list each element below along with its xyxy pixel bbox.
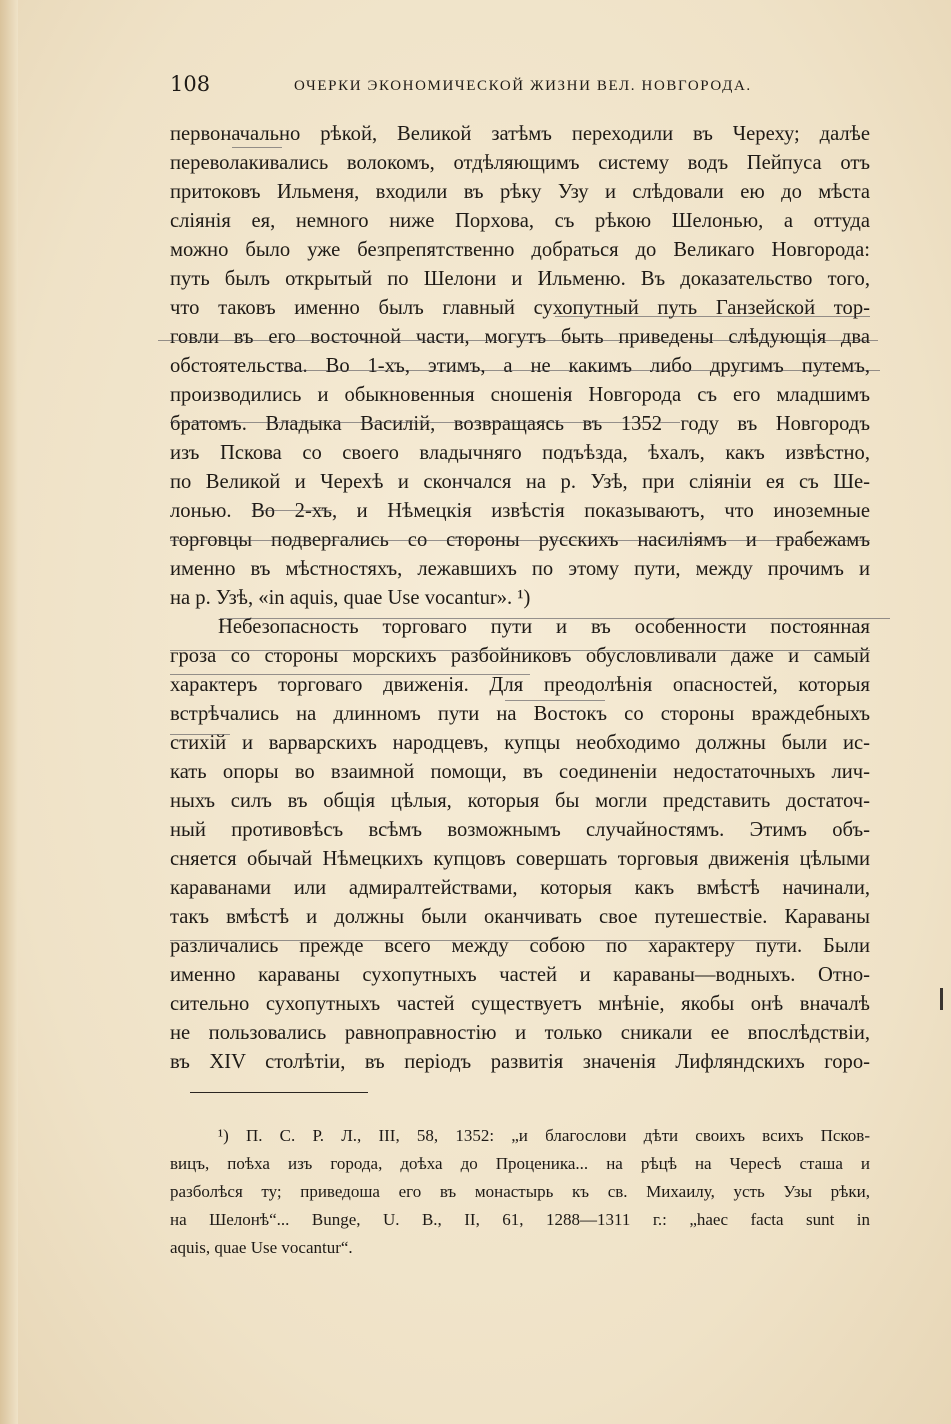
page-edge bbox=[0, 0, 18, 1424]
paragraph-start-line: Небезопасность торговаго пути и въ особенности постоянная bbox=[218, 616, 870, 638]
running-title: ОЧЕРКИ ЭКОНОМИЧЕСКОЙ ЖИЗНИ ВЕЛ. НОВГОРОДА. bbox=[294, 78, 752, 94]
body-line: торговцы подвергались со стороны русскихъ насиліямъ и грабежамъ bbox=[170, 529, 870, 551]
body-line: караванами или адмиралтействами, которыя какъ вмѣстѣ начинали, bbox=[170, 877, 870, 899]
body-line: братомъ. Владыка Василій, возвращаясь въ 1352 году въ Новгородъ bbox=[170, 413, 870, 435]
pencil-underline bbox=[232, 147, 282, 148]
body-line: гроза со стороны морскихъ разбойниковъ обусловливали даже и самый bbox=[170, 645, 870, 667]
body-line: первоначально рѣкой, Великой затѣмъ переходили въ Череху; далѣе bbox=[170, 123, 870, 145]
page-number: 108 bbox=[170, 72, 211, 96]
pencil-underline bbox=[170, 422, 680, 423]
footnote-line: aquis, quae Use vocantur“. bbox=[170, 1238, 353, 1257]
body-line: переволакивались волокомъ, отдѣляющимъ систему водъ Пейпуса отъ bbox=[170, 152, 870, 174]
footnote-separator bbox=[190, 1092, 368, 1093]
body-line: что таковъ именно былъ главный сухопутный путь Ганзейской тор- bbox=[170, 297, 870, 319]
body-line: производились и обыкновенныя сношенія Новгорода съ его младшимъ bbox=[170, 384, 870, 406]
pencil-underline bbox=[170, 540, 870, 541]
body-line: притоковъ Ильменя, входили въ рѣку Узу и слѣдовали ею до мѣста bbox=[170, 181, 870, 203]
body-line: ный противовѣсъ всѣмъ возможнымъ случайностямъ. Этимъ объ- bbox=[170, 819, 870, 841]
margin-mark bbox=[940, 988, 943, 1010]
pencil-underline bbox=[505, 700, 605, 701]
page-header bbox=[170, 72, 870, 102]
pencil-underline bbox=[220, 618, 890, 619]
body-line: путь былъ открытый по Шелони и Ильменю. Въ доказательство того, bbox=[170, 268, 870, 290]
pencil-underline bbox=[170, 674, 530, 675]
footnote-line: на Шелонѣ“... Bunge, U. B., II, 61, 1288—1311 г.: „haec facta sunt in bbox=[170, 1210, 870, 1229]
pencil-underline bbox=[252, 510, 332, 511]
body-line: кать опоры во взаимной помощи, въ соединеніи недостаточныхъ лич- bbox=[170, 761, 870, 783]
body-line: именно караваны сухопутныхъ частей и караваны—водныхъ. Отно- bbox=[170, 964, 870, 986]
footnote-line: вицъ, поѣха изъ города, доѣха до Проценика... на рѣцѣ на Чересѣ сташа и bbox=[170, 1154, 870, 1173]
body-line: сняется обычай Нѣмецкихъ купцовъ совершать торговыя движенія цѣлыми bbox=[170, 848, 870, 870]
footnote-line: ¹) П. С. Р. Л., III, 58, 1352: „и благослови дѣти своихъ всихъ Псков- bbox=[218, 1126, 870, 1145]
body-line: въ XIV столѣтіи, въ періодъ развитія значенія Лифляндскихъ горо- bbox=[170, 1051, 870, 1073]
footnote-line: разболѣся ту; приведоша его въ монастырь къ св. Михаилу, усть Узы рѣки, bbox=[170, 1182, 870, 1201]
body-line: сительно сухопутныхъ частей существуетъ мнѣніе, якобы онѣ вначалѣ bbox=[170, 993, 870, 1015]
body-line: по Великой и Черехѣ и скончался на р. Узѣ, при сліяніи ея съ Ше- bbox=[170, 471, 870, 493]
footnotes bbox=[170, 1122, 870, 1262]
body-line: говли въ его восточной части, могутъ быть приведены слѣдующія два bbox=[170, 326, 870, 348]
body-line: стихій и варварскихъ народцевъ, купцы необходимо должны были ис- bbox=[170, 732, 870, 754]
body-line: характеръ торговаго движенія. Для преодолѣнія опасностей, которыя bbox=[170, 674, 870, 696]
pencil-underline bbox=[555, 316, 870, 317]
pencil-underline bbox=[280, 370, 880, 371]
body-line: ныхъ силъ въ общія цѣлыя, которыя бы могли представить достаточ- bbox=[170, 790, 870, 812]
body-line: изъ Пскова со своего владычняго подъѣзда, ѣхалъ, какъ извѣстно, bbox=[170, 442, 870, 464]
body-line: не пользовались равноправностію и только сникали ее впослѣдствіи, bbox=[170, 1022, 870, 1044]
body-text bbox=[170, 120, 870, 1077]
body-line: на р. Узѣ, «in aquis, quae Use vocantur». ¹) bbox=[170, 587, 531, 609]
body-line: лонью. Во 2-хъ, и Нѣмецкія извѣстія показываютъ, что иноземные bbox=[170, 500, 870, 522]
body-line: различались прежде всего между собою по характеру пути. Были bbox=[170, 935, 870, 957]
body-line: можно было уже безпрепятственно добраться до Великаго Новгорода: bbox=[170, 239, 870, 261]
pencil-underline bbox=[170, 734, 230, 735]
pencil-underline bbox=[170, 650, 870, 651]
pencil-underline bbox=[170, 940, 790, 941]
pencil-underline bbox=[158, 340, 878, 341]
body-line: сліянія ея, немного ниже Порхова, съ рѣкою Шелонью, а оттуда bbox=[170, 210, 870, 232]
body-line: обстоятельства. Во 1-хъ, этимъ, а не какимъ либо другимъ путемъ, bbox=[170, 355, 870, 377]
body-line: такъ вмѣстѣ и должны были оканчивать свое путешествіе. Караваны bbox=[170, 906, 870, 928]
body-line: встрѣчались на длинномъ пути на Востокъ со стороны враждебныхъ bbox=[170, 703, 870, 725]
body-line: именно въ мѣстностяхъ, лежавшихъ по этому пути, между прочимъ и bbox=[170, 558, 870, 580]
